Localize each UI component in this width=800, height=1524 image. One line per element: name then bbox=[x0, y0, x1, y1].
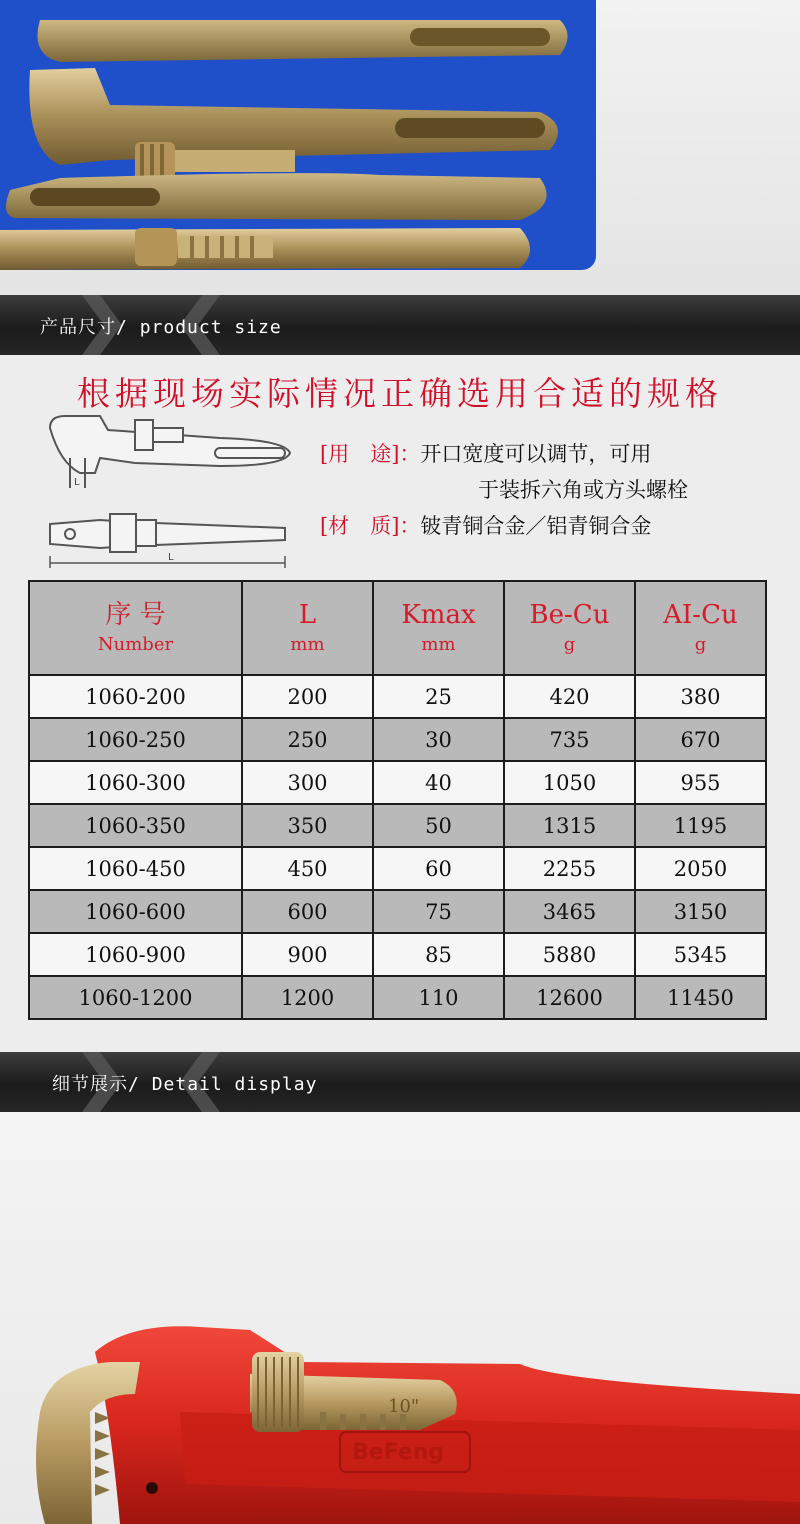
usage-line-2: 于装拆六角或方头螺栓 bbox=[478, 478, 688, 502]
table-row bbox=[29, 718, 766, 761]
cell-kmax: 85 bbox=[373, 933, 504, 976]
usage-key: [用 途]： bbox=[320, 442, 421, 466]
header-al-cu: AI-Cu g bbox=[635, 581, 766, 675]
cell-al-cu: 380 bbox=[635, 675, 766, 718]
cell-number: 1060-1200 bbox=[29, 976, 242, 1019]
cell-al-cu: 5345 bbox=[635, 933, 766, 976]
kmax-label: L bbox=[74, 477, 80, 488]
cell-number: 1060-200 bbox=[29, 675, 242, 718]
cell-be-cu: 735 bbox=[504, 718, 635, 761]
header-number: 序 号 Number bbox=[29, 581, 242, 675]
spec-table bbox=[28, 580, 767, 1020]
section-bar-product-size bbox=[0, 295, 800, 355]
cell-length: 600 bbox=[242, 890, 373, 933]
section-title-cn: 细节展示 bbox=[52, 1074, 128, 1095]
table-row bbox=[29, 890, 766, 933]
cell-be-cu: 1315 bbox=[504, 804, 635, 847]
usage-line-1 bbox=[320, 438, 651, 468]
wrench-top-diagram bbox=[40, 506, 300, 571]
section-bar-detail-display bbox=[0, 1052, 800, 1112]
section-title-en: product size bbox=[139, 317, 282, 338]
wrench-pile-illustration bbox=[0, 0, 800, 295]
cell-length: 250 bbox=[242, 718, 373, 761]
length-label: L bbox=[168, 552, 174, 563]
table-row bbox=[29, 761, 766, 804]
cell-length: 350 bbox=[242, 804, 373, 847]
material-line bbox=[320, 510, 651, 540]
product-photo-top bbox=[0, 0, 800, 295]
cell-kmax: 110 bbox=[373, 976, 504, 1019]
cell-kmax: 60 bbox=[373, 847, 504, 890]
material-key: [材 质]： bbox=[320, 514, 421, 538]
wrench-side-diagram bbox=[40, 408, 300, 493]
cell-al-cu: 955 bbox=[635, 761, 766, 804]
cell-al-cu: 1195 bbox=[635, 804, 766, 847]
brand-embossing: BeFeng bbox=[352, 1440, 445, 1465]
cell-length: 900 bbox=[242, 933, 373, 976]
cell-al-cu: 11450 bbox=[635, 976, 766, 1019]
cell-length: 1200 bbox=[242, 976, 373, 1019]
cell-number: 1060-250 bbox=[29, 718, 242, 761]
section-title-cn: 产品尺寸 bbox=[40, 317, 116, 338]
cell-be-cu: 2255 bbox=[504, 847, 635, 890]
section-title-en: Detail display bbox=[151, 1074, 318, 1095]
material-value: 铍青铜合金／铝青铜合金 bbox=[420, 514, 652, 538]
pipe-wrench-closeup bbox=[0, 1112, 800, 1524]
cell-kmax: 25 bbox=[373, 675, 504, 718]
cell-al-cu: 2050 bbox=[635, 847, 766, 890]
cell-kmax: 40 bbox=[373, 761, 504, 804]
table-header-row bbox=[29, 581, 766, 675]
cell-be-cu: 3465 bbox=[504, 890, 635, 933]
size-mark: 10" bbox=[388, 1396, 420, 1417]
cell-al-cu: 3150 bbox=[635, 890, 766, 933]
cell-number: 1060-450 bbox=[29, 847, 242, 890]
cell-be-cu: 1050 bbox=[504, 761, 635, 804]
table-row bbox=[29, 933, 766, 976]
cell-number: 1060-300 bbox=[29, 761, 242, 804]
product-photo-detail bbox=[0, 1112, 800, 1524]
usage-value-1: 开口宽度可以调节，可用 bbox=[420, 442, 652, 466]
cell-be-cu: 420 bbox=[504, 675, 635, 718]
cell-length: 300 bbox=[242, 761, 373, 804]
cell-kmax: 50 bbox=[373, 804, 504, 847]
cell-number: 1060-350 bbox=[29, 804, 242, 847]
cell-kmax: 30 bbox=[373, 718, 504, 761]
cell-number: 1060-600 bbox=[29, 890, 242, 933]
header-length: L mm bbox=[242, 581, 373, 675]
cell-number: 1060-900 bbox=[29, 933, 242, 976]
cell-be-cu: 5880 bbox=[504, 933, 635, 976]
header-kmax: Kmax mm bbox=[373, 581, 504, 675]
cell-length: 450 bbox=[242, 847, 373, 890]
table-row bbox=[29, 675, 766, 718]
cell-be-cu: 12600 bbox=[504, 976, 635, 1019]
table-row bbox=[29, 976, 766, 1019]
table-row bbox=[29, 804, 766, 847]
spec-heading: 根据现场实际情况正确选用合适的规格 bbox=[77, 374, 723, 413]
header-be-cu: Be-Cu g bbox=[504, 581, 635, 675]
cell-length: 200 bbox=[242, 675, 373, 718]
cell-kmax: 75 bbox=[373, 890, 504, 933]
section-title: 细节展示/ Detail display bbox=[52, 1074, 318, 1095]
section-title: 产品尺寸/ product size bbox=[40, 317, 282, 338]
table-row bbox=[29, 847, 766, 890]
cell-al-cu: 670 bbox=[635, 718, 766, 761]
